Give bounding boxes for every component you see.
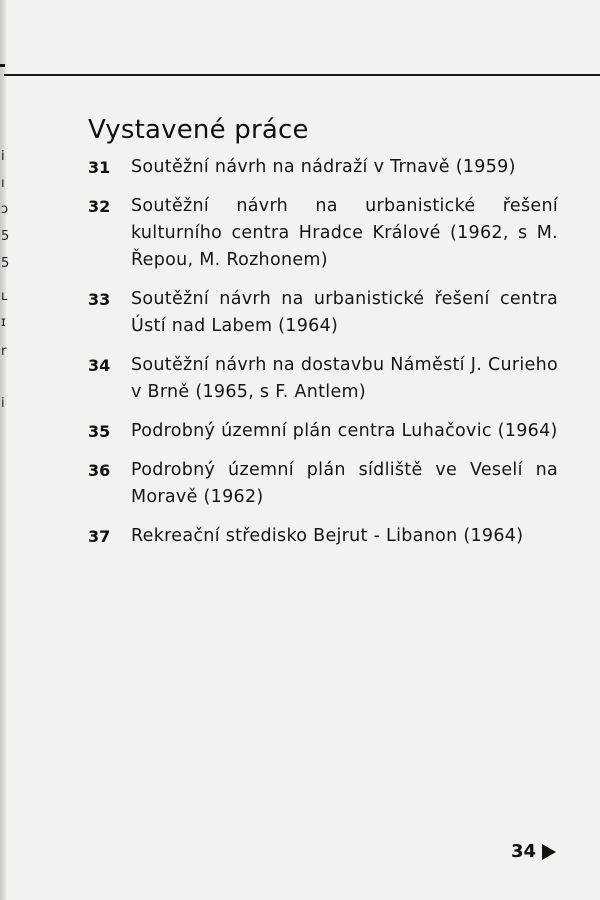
list-item	[88, 154, 558, 181]
gutter-char: ɔ	[1, 202, 9, 217]
list-item	[88, 418, 558, 445]
list-item	[88, 523, 558, 550]
item-number: 33	[88, 290, 111, 309]
gutter-char: ɪ	[1, 315, 6, 330]
gutter-char: ʟ	[1, 289, 8, 304]
item-text: Soutěžní návrh na nádraží v Trnavě (1959)	[131, 157, 516, 177]
page-number: 34	[511, 841, 537, 862]
gutter-char: 5	[1, 256, 10, 271]
item-number: 35	[88, 422, 111, 441]
item-number: 31	[88, 158, 111, 177]
gutter-char: ı	[1, 176, 5, 191]
item-text: Podrobný územní plán centra Luhačovic (1964)	[131, 421, 558, 441]
item-text: Soutěžní návrh na urbanistické řešení kulturního centra Hradce Králové (1962, s M. Řepou, M. Rozhonem)	[131, 196, 558, 270]
works-list	[88, 154, 558, 562]
gutter-char: 5	[1, 229, 10, 244]
item-number: 37	[88, 527, 111, 546]
page-gutter-edge	[0, 0, 9, 900]
gutter-char: r	[1, 344, 7, 359]
list-item	[88, 457, 558, 511]
triangle-right-icon	[542, 844, 556, 860]
item-text: Soutěžní návrh na dostavbu Náměstí J. Curieho v Brně (1965, s F. Antlem)	[131, 355, 558, 402]
item-number: 36	[88, 461, 111, 480]
gutter-tick-mark	[0, 64, 5, 67]
item-number: 32	[88, 197, 111, 216]
gutter-char: i	[1, 149, 5, 164]
list-item	[88, 352, 558, 406]
top-rule-divider	[4, 74, 600, 76]
list-item	[88, 193, 558, 274]
section-heading: Vystavené práce	[88, 115, 309, 146]
list-item	[88, 286, 558, 340]
gutter-char: i	[1, 396, 5, 411]
item-text: Rekreační středisko Bejrut - Libanon (1964)	[131, 526, 524, 546]
page-footer	[511, 841, 556, 862]
item-number: 34	[88, 356, 111, 375]
item-text: Podrobný územní plán sídliště ve Veselí na Moravě (1962)	[131, 460, 558, 507]
item-text: Soutěžní návrh na urbanistické řešení centra Ústí nad Labem (1964)	[131, 289, 558, 336]
